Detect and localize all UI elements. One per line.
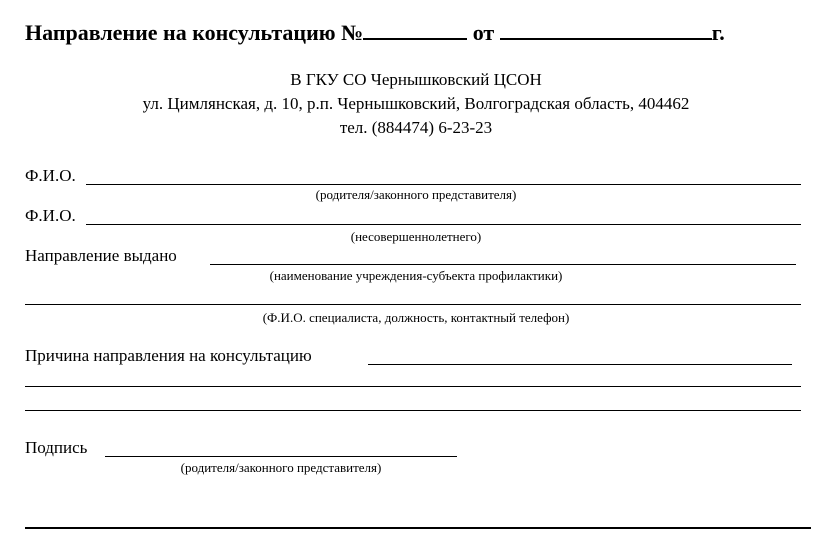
bottom-divider xyxy=(25,527,811,529)
issued-by-hint: (наименование учреждения-субъекта профилактики) xyxy=(269,268,563,283)
title-middle: от xyxy=(472,20,495,45)
specialist-field[interactable] xyxy=(25,304,801,305)
parent-fio-field[interactable] xyxy=(86,184,801,185)
reason-label: Причина направления на консультацию xyxy=(25,346,312,365)
title-prefix: Направление на консультацию № xyxy=(25,20,364,45)
date-blank[interactable] xyxy=(500,20,712,40)
title-suffix: г. xyxy=(711,20,725,45)
reason-line-2[interactable] xyxy=(25,386,801,387)
form-title xyxy=(25,20,725,46)
signature-field[interactable] xyxy=(105,456,457,457)
parent-fio-hint: (родителя/законного представителя) xyxy=(315,187,517,202)
signature-label: Подпись xyxy=(25,438,88,457)
parent-fio-label: Ф.И.О. xyxy=(25,166,76,185)
issued-by-field[interactable] xyxy=(210,264,796,265)
specialist-hint: (Ф.И.О. специалиста, должность, контактный телефон) xyxy=(262,310,570,325)
organization-address: ул. Цимлянская, д. 10, р.п. Чернышковский, Волгоградская область, 404462 xyxy=(142,94,690,113)
issued-by-label: Направление выдано xyxy=(25,246,177,265)
minor-fio-label: Ф.И.О. xyxy=(25,206,76,225)
reason-line-3[interactable] xyxy=(25,410,801,411)
signature-hint: (родителя/законного представителя) xyxy=(180,460,382,475)
organization-phone: тел. (884474) 6-23-23 xyxy=(339,118,493,137)
reason-field[interactable] xyxy=(368,364,792,365)
minor-fio-field[interactable] xyxy=(86,224,801,225)
organization-name: В ГКУ СО Чернышковский ЦСОН xyxy=(290,70,542,89)
minor-fio-hint: (несовершеннолетнего) xyxy=(350,229,482,244)
number-blank[interactable] xyxy=(363,20,467,40)
